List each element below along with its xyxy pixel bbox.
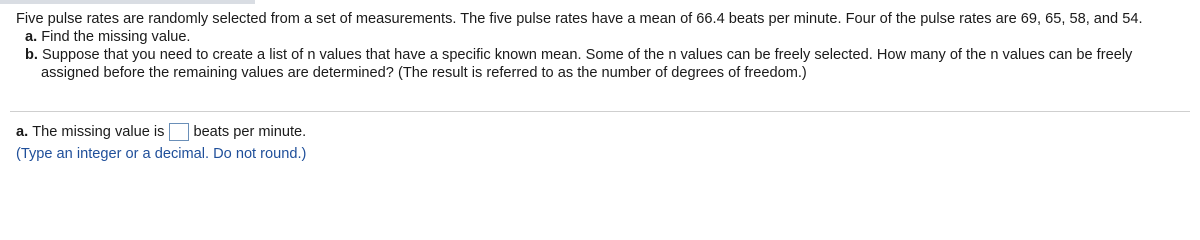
answer-a-letter: a.: [16, 124, 29, 140]
answer-area: [16, 121, 306, 165]
question-part-b: [16, 46, 1186, 82]
question-intro: Five pulse rates are randomly selected from a set of measurements. The five pulse rates have a mean of 66.4 beats per minute. Four of the pulse rates are 69, 65, 58, and 54.: [16, 11, 1143, 27]
top-rule: [0, 0, 255, 4]
part-b-letter: b.: [25, 47, 38, 63]
question-part-a: [16, 28, 1186, 46]
part-a-text: Find the missing value.: [41, 29, 191, 45]
answer-prefix-text: The missing value is: [32, 124, 165, 140]
part-a-letter: a.: [25, 29, 38, 45]
answer-hint: (Type an integer or a decimal. Do not round.): [16, 146, 307, 162]
part-b-text: Suppose that you need to create a list of n values that have a specific known mean. Some of the n values can be freely selected. How many of the n values can be freely assigned before the remaining values are determined? (The result is referred to as the number of degrees of freedom.): [41, 47, 1133, 81]
missing-value-input[interactable]: [169, 123, 189, 141]
answer-prefix: [28, 121, 164, 143]
question-parts: [16, 28, 1186, 82]
section-divider: [10, 111, 1190, 112]
answer-suffix: beats per minute.: [193, 124, 307, 140]
answer-line: [16, 121, 306, 143]
question-text: [16, 10, 1186, 82]
